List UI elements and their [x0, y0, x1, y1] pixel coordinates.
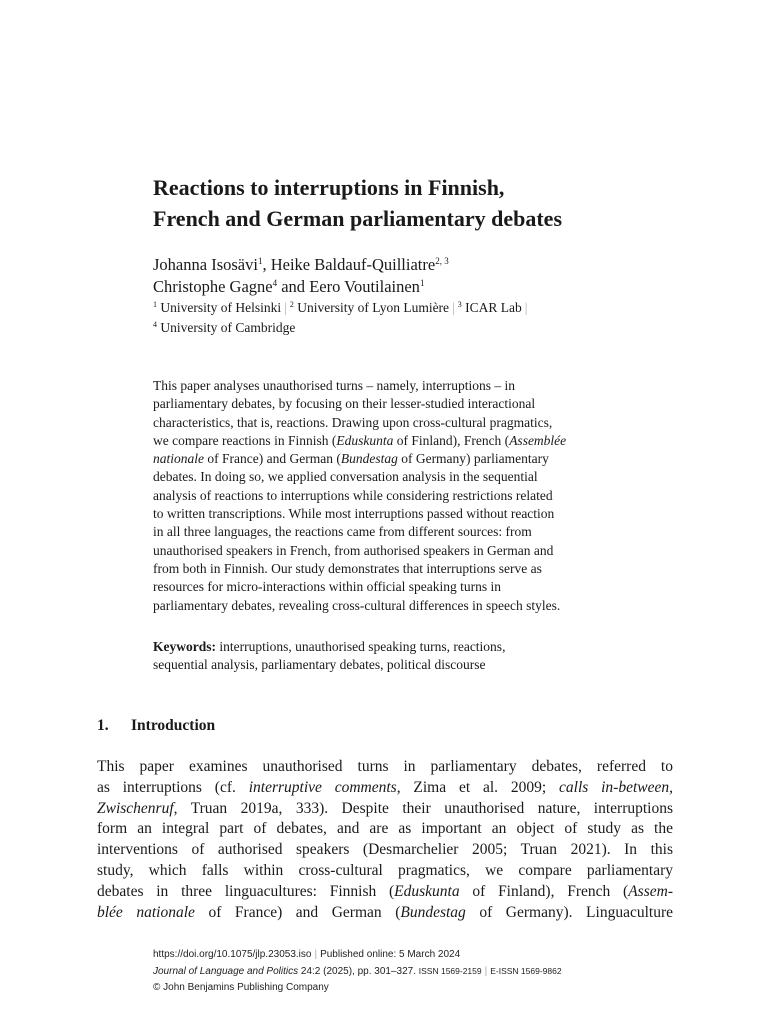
section-number: 1.: [97, 717, 109, 734]
text-run: of Germany) parliamentary: [397, 451, 549, 467]
affiliations-line-2: [153, 318, 673, 338]
abstract: [153, 377, 643, 615]
body-line: [97, 799, 673, 820]
italic-term: Assemblée: [509, 432, 567, 448]
author-affil-sup: 1: [419, 278, 425, 288]
body-line: [97, 903, 673, 924]
abstract-line: analysis of reactions to interruptions while considering restrictions related: [153, 487, 553, 503]
abstract-line: from both in Finnish. Our study demonstrates that interruptions serve as: [153, 560, 542, 576]
italic-term: nationale: [153, 451, 204, 467]
abstract-line: [153, 432, 643, 450]
authors-line-2: [153, 276, 693, 298]
text-run: , Truan 2019a, 333). Despite their unauthorised nature, interruptions: [173, 799, 673, 817]
text-run: as interruptions (cf.: [97, 778, 249, 796]
author-name: Heike Baldauf-Quilliatre: [270, 255, 436, 274]
keywords-line-2: sequential analysis, parliamentary debates, political discourse: [153, 657, 486, 673]
body-line: form an integral part of debates, and are as important an object of study as the: [97, 820, 673, 838]
italic-term: Bundestag: [340, 451, 398, 467]
affil-name: University of Cambridge: [160, 320, 296, 335]
text-run: of Finland), French (: [393, 432, 510, 448]
journal-name: Journal of Language and Politics: [153, 966, 299, 977]
section-title: Introduction: [131, 717, 216, 734]
footer-separator: |: [484, 966, 488, 977]
abstract-line: resources for micro-interactions within official speaking turns in: [153, 579, 502, 595]
affil-number: 2: [289, 300, 294, 309]
text-run: of France) and German (: [194, 903, 401, 921]
author-affil-sup: 1: [257, 256, 263, 266]
author-name: Eero Voutilainen: [309, 277, 420, 296]
affil-separator: |: [284, 300, 287, 315]
affiliations-line-1: [153, 298, 673, 318]
affil-name: ICAR Lab: [465, 300, 522, 315]
text-run: we compare reactions in Finnish (: [153, 432, 337, 448]
affil-number: 4: [153, 320, 157, 329]
keywords: [153, 638, 643, 675]
italic-term: Zwischenruf: [97, 799, 174, 817]
copyright: © John Benjamins Publishing Company: [153, 982, 329, 993]
affil-name: University of Lyon Lumière: [297, 300, 450, 315]
abstract-line: unauthorised speakers in French, from authorised speakers in German and: [153, 542, 554, 558]
body-line: [97, 882, 673, 903]
footer-line-2: [153, 963, 673, 980]
issn: ISSN 1569-2159: [418, 966, 482, 976]
footer-separator: |: [314, 949, 318, 960]
author-name: Johanna Isosävi: [153, 255, 258, 274]
title-line-2: French and German parliamentary debates: [153, 206, 563, 231]
author-list: [153, 254, 693, 298]
abstract-line: to written transcriptions. While most interruptions passed without reaction: [153, 506, 555, 522]
body-line: study, which falls within cross-cultural pragmatics, we compare parliamentary: [97, 861, 673, 879]
author-name: Christophe Gagne: [153, 277, 273, 296]
title-line-1: Reactions to interruptions in Finnish,: [153, 175, 505, 200]
text-run: debates in three linguacultures: Finnish (: [97, 882, 395, 900]
text-run: of France) and German (: [204, 451, 341, 467]
keywords-label: Keywords:: [153, 639, 216, 654]
doi-link[interactable]: https://doi.org/10.1075/jlp.23053.iso: [153, 949, 312, 960]
abstract-line: characteristics, that is, reactions. Drawing upon cross-cultural pragmatics,: [153, 414, 553, 430]
text-run: of Germany). Linguaculture: [465, 903, 673, 921]
author-affil-sup: 2, 3: [435, 256, 449, 266]
published-date: Published online: 5 March 2024: [320, 949, 461, 960]
author-affil-sup: 4: [272, 278, 278, 288]
paper-title: [153, 172, 713, 234]
abstract-line: debates. In doing so, we applied conversation analysis in the sequential: [153, 469, 538, 485]
italic-term: Eduskunta: [394, 882, 460, 900]
italic-term: Assem-: [628, 882, 673, 900]
journal-volume: 24:2 (2025), pp. 301–327.: [298, 966, 416, 977]
body-line: [97, 778, 673, 799]
abstract-line: This paper analyses unauthorised turns – namely, interruptions – in: [153, 378, 516, 393]
footer-line-1: [153, 947, 673, 963]
affiliations: [153, 298, 673, 338]
affil-name: University of Helsinki: [160, 300, 282, 315]
body-paragraph: [97, 757, 673, 923]
affil-number: 3: [457, 300, 462, 309]
affil-separator: |: [452, 300, 455, 315]
body-line: interventions of authorised speakers (Desmarchelier 2005; Truan 2021). In this: [97, 841, 673, 859]
italic-term: calls in-between,: [559, 778, 673, 796]
italic-term: Bundestag: [400, 903, 466, 921]
body-line: This paper examines unauthorised turns in parliamentary debates, referred to: [97, 758, 673, 775]
text-run: of Finland), French (: [459, 882, 629, 900]
italic-term: blée nationale: [97, 903, 195, 921]
abstract-line: [153, 450, 643, 468]
authors-line-1: Johanna Isosävi$^1$, Heike Baldauf-Quilliatre$^{2, 3}$: [153, 255, 449, 274]
text-run: , Zima et al. 2009;: [396, 778, 560, 796]
italic-term: interruptive comments: [248, 778, 397, 796]
eissn: E-ISSN 1569-9862: [490, 966, 562, 976]
keywords-text: interruptions, unauthorised speaking turns, reactions,: [216, 639, 506, 654]
abstract-line: in all three languages, the reactions came from different sources: from: [153, 524, 532, 540]
keywords-line-1: [153, 638, 643, 656]
affil-separator: |: [524, 300, 528, 315]
affil-number: 1: [153, 300, 157, 309]
section-heading: [97, 716, 215, 736]
abstract-line: parliamentary debates, revealing cross-cultural differences in speech styles.: [153, 597, 561, 613]
author-joiner: and: [281, 277, 306, 296]
italic-term: Eduskunta: [336, 432, 394, 448]
page-footer: [153, 947, 673, 996]
abstract-line: parliamentary debates, by focusing on their lesser-studied interactional: [153, 396, 536, 412]
